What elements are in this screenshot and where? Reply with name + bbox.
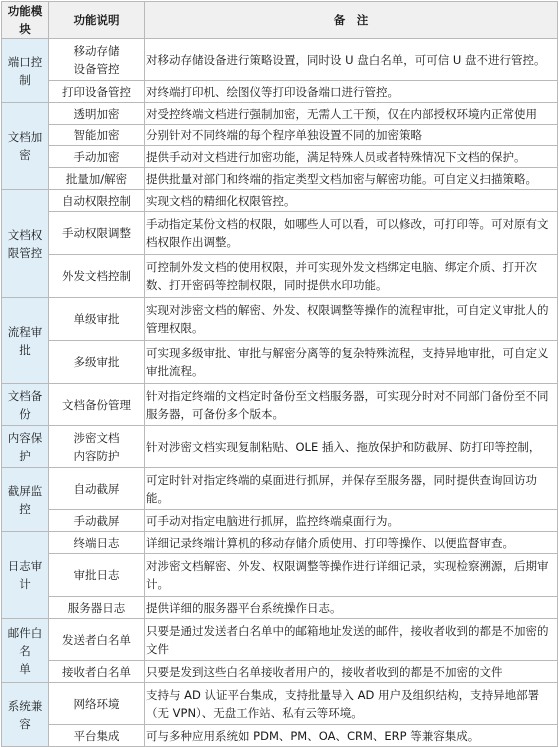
note-cell: 针对指定终端的文档定时备份至文档服务器，可实现分时对不同部门备份至不同服务器，可备份多个版本。 [145,384,558,426]
table-row [2,39,558,81]
module-cell: 邮件白名 单 [2,619,49,683]
module-cell: 截屏监控 [2,468,49,532]
module-cell: 系统兼容 [2,683,49,747]
header-function: 功能说明 [49,2,145,39]
note-cell: 只要是通过发送者白名单中的邮箱地址发送的邮件，接收者收到的都是不加密的文件 [145,619,558,661]
function-cell: 服务器日志 [49,597,145,619]
table-row [2,468,558,510]
function-cell: 手动截屏 [49,510,145,532]
module-cell: 文档权 限管控 [2,190,49,298]
table-body [2,39,558,747]
function-cell: 透明加密 [49,103,145,125]
table-row [2,255,558,298]
table-row [2,384,558,426]
function-cell: 打印设备管控 [49,81,145,103]
note-cell: 对移动存储设备进行策略设置，同时设 U 盘白名单，可可信 U 盘不进行管控。 [145,39,558,81]
table-row [2,190,558,212]
table-row [2,683,558,725]
header-note: 备 注 [145,2,558,39]
table-row [2,298,558,341]
table-row [2,510,558,532]
function-cell: 自动截屏 [49,468,145,510]
table-row [2,341,558,384]
note-cell: 实现文档的精细化权限管控。 [145,190,558,212]
feature-table [1,1,558,747]
note-cell: 可手动对指定电脑进行抓屏，监控终端桌面行为。 [145,510,558,532]
table-row [2,619,558,661]
function-cell: 涉密文档 内容防护 [49,426,145,468]
module-cell: 流程审批 [2,298,49,384]
table-row [2,81,558,103]
function-cell: 批量加/解密 [49,168,145,190]
table-row [2,212,558,255]
function-cell: 接收者白名单 [49,661,145,683]
note-cell: 提供手动对文档进行加密功能，满足特殊人员或者特殊情况下文档的保护。 [145,146,558,168]
note-cell: 可控制外发文档的使用权限，并可实现外发文档绑定电脑、绑定介质、打开次数、打开密码等控制权限，同时提供水印功能。 [145,255,558,298]
note-cell: 可与多种应用系统如 PDM、PM、OA、CRM、ERP 等兼容集成。 [145,725,558,747]
function-cell: 文档备份管理 [49,384,145,426]
function-cell: 多级审批 [49,341,145,384]
function-cell: 终端日志 [49,532,145,554]
note-cell: 详细记录终端计算机的移动存储介质使用、打印等操作、以便监督审查。 [145,532,558,554]
note-cell: 手动指定某份文档的权限，如哪些人可以看，可以修改，可打印等。可对原有文档权限作出调整。 [145,212,558,255]
table-row [2,146,558,168]
note-cell: 提供批量对部门和终端的指定类型文档加密与解密功能。可自定义扫描策略。 [145,168,558,190]
table-row [2,532,558,554]
module-cell: 文档备份 [2,384,49,426]
module-cell: 文档加密 [2,103,49,190]
function-cell: 平台集成 [49,725,145,747]
table-header-row [2,2,558,39]
note-cell: 分别针对不同终端的每个程序单独设置不同的加密策略 [145,125,558,146]
table-row [2,597,558,619]
module-cell: 端口控制 [2,39,49,103]
header-module: 功能模块 [2,2,49,39]
note-cell: 对受控终端文档进行强制加密，无需人工干预，仅在内部授权环境内正常使用 [145,103,558,125]
note-cell: 可定时针对指定终端的桌面进行抓屏，并保存至服务器，同时提供查询回访功能。 [145,468,558,510]
function-cell: 手动加密 [49,146,145,168]
note-cell: 实现对涉密文档的解密、外发、权限调整等操作的流程审批，可自定义审批人的管理权限。 [145,298,558,341]
note-cell: 只要是发到这些白名单接收者用户的，接收者收到的都是不加密的文件 [145,661,558,683]
table-row [2,554,558,597]
function-cell: 外发文档控制 [49,255,145,298]
table-row [2,125,558,146]
table-row [2,661,558,683]
function-cell: 单级审批 [49,298,145,341]
module-cell: 日志审计 [2,532,49,619]
note-cell: 对终端打印机、绘图仪等打印设备端口进行管控。 [145,81,558,103]
function-cell: 手动权限调整 [49,212,145,255]
table-row [2,725,558,747]
function-cell: 智能加密 [49,125,145,146]
function-cell: 移动存储 设备管控 [49,39,145,81]
function-cell: 审批日志 [49,554,145,597]
module-cell: 内容保护 [2,426,49,468]
function-cell: 发送者白名单 [49,619,145,661]
note-cell: 对涉密文档解密、外发、权限调整等操作进行详细记录，实现检察溯源，后期审计。 [145,554,558,597]
note-cell: 提供详细的服务器平台系统操作日志。 [145,597,558,619]
table-row [2,168,558,190]
table-row [2,103,558,125]
note-cell: 针对涉密文档实现复制粘贴、OLE 插入、拖放保护和防截屏、防打印等控制， [145,426,558,468]
note-cell: 支持与 AD 认证平台集成，支持批量导入 AD 用户及组织结构，支持异地部署（无 VPN）、无盘工作站、私有云等环境。 [145,683,558,725]
function-cell: 网络环境 [49,683,145,725]
note-cell: 可实现多级审批、审批与解密分离等的复杂特殊流程，支持异地审批，可自定义审批流程。 [145,341,558,384]
table-row [2,426,558,468]
function-cell: 自动权限控制 [49,190,145,212]
